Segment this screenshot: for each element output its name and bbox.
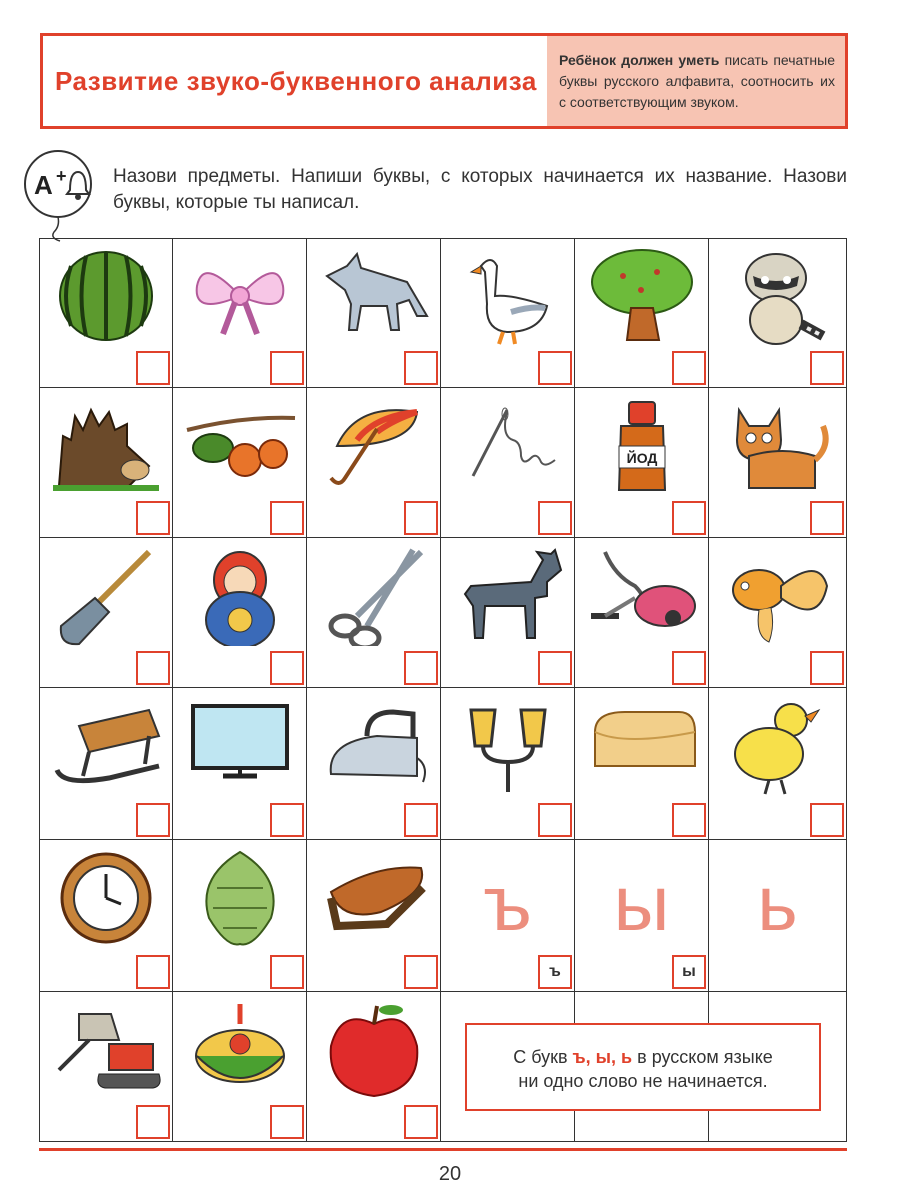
grid-cell [173,388,307,538]
answer-box[interactable] [672,651,706,685]
grid-cell [39,688,173,840]
answer-box[interactable] [270,1105,304,1139]
answer-box[interactable] [810,501,844,535]
answer-box[interactable] [538,501,572,535]
scissors-icon [317,546,431,646]
grid-cell [441,840,575,992]
answer-box[interactable] [136,351,170,385]
answer-box[interactable] [404,351,438,385]
rule-note-prefix: С букв [513,1047,573,1067]
spinning-top-icon [183,1000,297,1100]
answer-box[interactable] [404,501,438,535]
grid-cell [173,992,307,1142]
answer-box[interactable] [810,351,844,385]
vacuum-cleaner-icon [585,546,699,646]
grid-cell [709,238,847,388]
grid-cell [709,388,847,538]
apple-icon [317,1000,431,1100]
umbrella-icon [317,396,431,496]
donkey-icon [451,546,565,646]
iron-icon [317,696,431,796]
grid-cell [173,688,307,840]
grid-cell [575,688,709,840]
goose-icon [451,246,565,346]
svg-text:+: + [56,166,67,186]
wolf-icon [317,246,431,346]
answer-box[interactable] [270,803,304,837]
bow-icon [183,246,297,346]
rule-note-line2: ни одно слово не начинается. [518,1071,768,1091]
oak-tree-icon [585,246,699,346]
answer-box[interactable] [136,955,170,989]
skill-note-bold: Ребёнок должен уметь [559,52,720,68]
answer-box[interactable] [270,955,304,989]
grid-cell [39,538,173,688]
watermelon-icon [49,246,163,346]
answer-box[interactable]: ъ [538,955,572,989]
answer-box[interactable] [404,1105,438,1139]
grid-cell [39,840,173,992]
grid-cell [575,840,709,992]
answer-box[interactable] [810,803,844,837]
needle-icon [451,396,565,496]
grid-cell [173,538,307,688]
iodine-bottle-icon [585,396,699,496]
answer-box[interactable] [404,955,438,989]
grid-cell [307,238,441,388]
grid-cell [307,538,441,688]
shovel-icon [49,546,163,646]
answer-box[interactable] [404,651,438,685]
excavator-icon [49,1000,163,1100]
answer-box[interactable] [136,651,170,685]
answer-box[interactable] [270,651,304,685]
rule-note-letters: ъ, ы, ь [572,1047,633,1067]
answer-box[interactable] [136,501,170,535]
grid-cell [441,688,575,840]
answer-box[interactable] [538,803,572,837]
rule-note-suffix: в русском языке [632,1047,773,1067]
answer-box[interactable] [538,351,572,385]
printed-letter: ъ [483,859,532,947]
grid-cell [39,388,173,538]
exercise-grid [39,238,847,1142]
clock-icon [49,848,163,948]
grid-cell [39,238,173,388]
grid-cell [307,688,441,840]
section-header [40,33,848,129]
bread-icon [585,696,699,796]
street-lamp-icon [451,696,565,796]
answer-box[interactable] [136,803,170,837]
answer-box[interactable]: ы [672,955,706,989]
svg-text:A: A [34,170,53,200]
grid-cell [173,238,307,388]
grid-cell [441,538,575,688]
matryoshka-icon [183,546,297,646]
section-title: Развитие звуко-буквенного анализа [55,66,537,96]
grid-cell [307,388,441,538]
rule-note [465,1023,821,1111]
answer-box[interactable] [404,803,438,837]
answer-box[interactable] [672,351,706,385]
sled-icon [49,696,163,796]
grid-cell [709,688,847,840]
page-number: 20 [438,1163,462,1185]
chick-icon [719,696,833,796]
grid-cell [307,840,441,992]
grid-cell [709,840,847,992]
grid-cell [173,840,307,992]
answer-box[interactable] [538,651,572,685]
answer-box[interactable] [270,351,304,385]
bottom-rule [39,1148,847,1151]
goldfish-icon [719,546,833,646]
grid-cell [39,992,173,1142]
printed-letter: ы [613,859,670,947]
answer-box[interactable] [672,501,706,535]
grid-cell [575,388,709,538]
answer-box[interactable] [672,803,706,837]
brush-icon [317,848,431,948]
persimmon-icon [183,396,297,496]
iodine-label: ЙОД [626,450,658,466]
television-icon [183,696,297,796]
skill-note [547,36,845,126]
answer-box[interactable] [810,651,844,685]
grid-cell [307,992,441,1142]
grid-cell [575,238,709,388]
a-plus-bell-icon [20,146,100,246]
raccoon-icon [719,246,833,346]
grid-cell [575,538,709,688]
task-instruction: Назови предметы. Напиши буквы, с которых начинается их название. Назови буквы, которые ты написал. [113,166,847,213]
cat-icon [719,396,833,496]
skill-note-text: писать печатные буквы русского алфавита, соотносить их с соответствующим звуком. [559,52,835,110]
hedgehog-icon [49,396,163,496]
grid-cell [441,388,575,538]
answer-box[interactable] [136,1105,170,1139]
cone-icon [183,848,297,948]
answer-box[interactable] [270,501,304,535]
grid-cell [709,538,847,688]
printed-letter: ь [757,859,798,947]
grid-cell [441,238,575,388]
